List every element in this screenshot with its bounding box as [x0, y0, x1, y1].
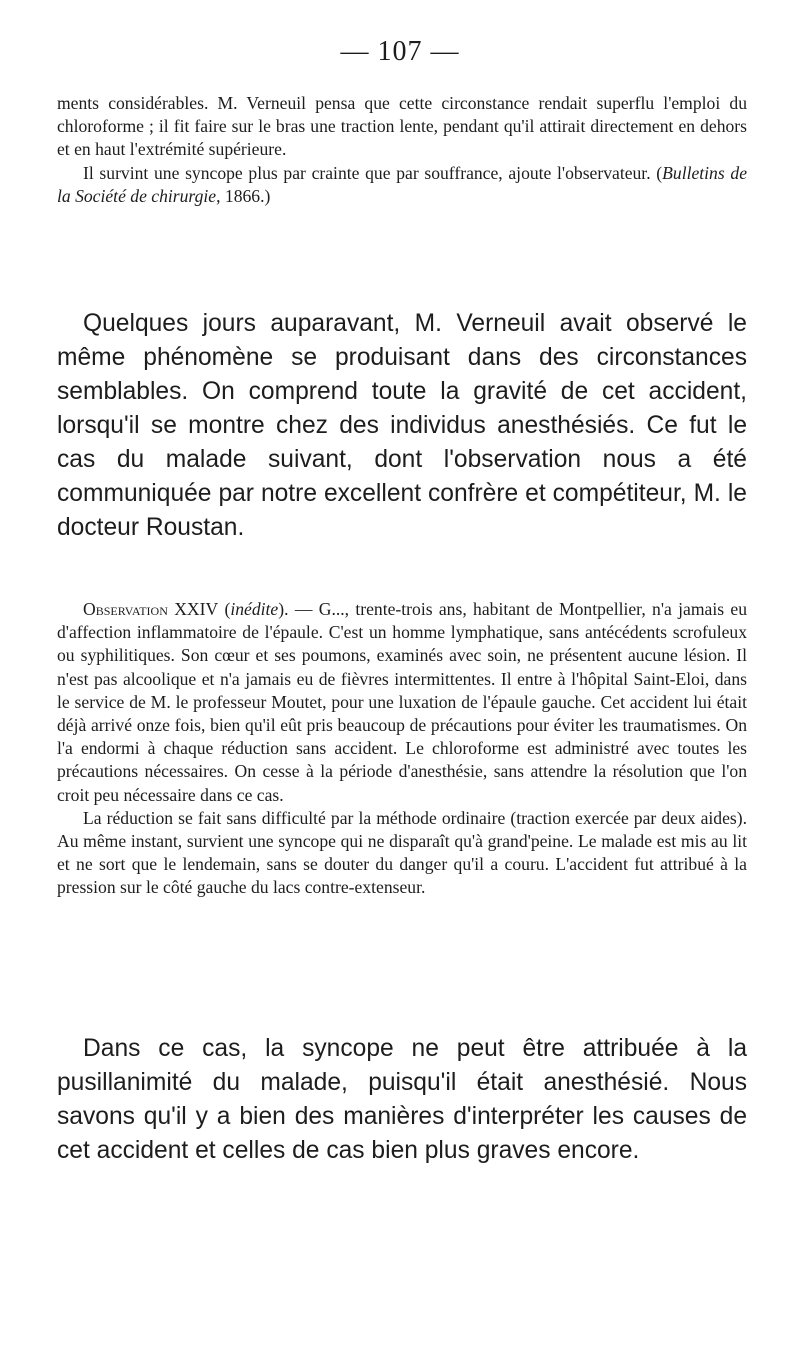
source-citation: Bulletins de la Société de chirurgie — [57, 162, 747, 206]
paragraph-group-top — [57, 92, 747, 208]
paragraph-1: ments considérables. M. Verneuil pensa que cette circonstance rendait superflu l'emploi du chloroforme ; il fit faire sur le bras une traction lente, pendant qu'il attirait directement en dehors et en haut l'extrémité supérieure. — [57, 93, 747, 160]
paragraph-3 — [57, 307, 747, 545]
citation-year: , 1866.) — [216, 185, 271, 206]
paragraph-2-text: Il survint une syncope plus par crainte que par souffrance, ajoute l'observateur. ( — [83, 162, 663, 183]
observation-block — [57, 598, 747, 900]
paragraph-6 — [57, 1032, 747, 1168]
paragraph-2 — [57, 162, 747, 208]
paragraph-3-text: Quelques jours auparavant, M. Verneuil avait observé le même phénomène se produisant dans des circonstances semblables. On comprend toute la gravité de cet accident, lorsqu'il se montre chez des individus anesthésiés. Ce fut le cas du malade suivant, dont l'observation nous a été communiquée par notre excellent confrère et compétiteur, M. le docteur Roustan. — [57, 310, 747, 541]
observation-text: — G..., trente-trois ans, habitant de Montpellier, n'a jamais eu d'affection inflammatoire de l'épaule. C'est un homme lymphatique, sans antécédents scrofuleux ou syphilitiques. Son cœur et ses poumons, examinés avec soin, ne présentent aucune lésion. Il n'est pas alcoolique et n'a jamais eu de fièvres intermittentes. Il entre à l'hôpital Saint-Eloi, dans le service de M. le professeur Moutet, pour une luxation de l'épaule gauche. Cet accident lui était déjà arrivé onze fois, bien qu'il eût pris beaucoup de précautions pour éviter les traumatismes. On l'a endormi à chaque réduction sans accident. Le chloroforme est administré avec toutes les précautions nécessaires. On cesse à la période d'anesthésie, sans attendre la résolution que l'on croit peu nécessaire dans ce cas. — [57, 599, 747, 805]
paragraph-6-text: Dans ce cas, la syncope ne peut être attribuée à la pusillanimité du malade, puisqu'il était anesthésié. Nous savons qu'il y a bien des manières d'interpréter les causes de cet accident et celles de cas bien plus graves encore. — [57, 1035, 747, 1164]
page-number: — 107 — — [340, 36, 460, 67]
paragraph-5: La réduction se fait sans difficulté par la méthode ordinaire (traction exercée par deux aides). Au même instant, survient une syncope qui ne disparaît qu'à grand'peine. Le malade est mis au lit et ne sort que le lendemain, sans se douter du danger qu'il a couru. L'accident fut attribué à la pression sur le côté gauche du lacs contre-extenseur. — [57, 807, 747, 898]
observation-note: inédite — [230, 599, 279, 619]
observation-note-close: ). — [278, 599, 289, 619]
observation-label: Observation XXIV — [83, 599, 219, 619]
observation-paragraph — [57, 598, 747, 807]
observation-note-open: ( — [218, 599, 231, 619]
